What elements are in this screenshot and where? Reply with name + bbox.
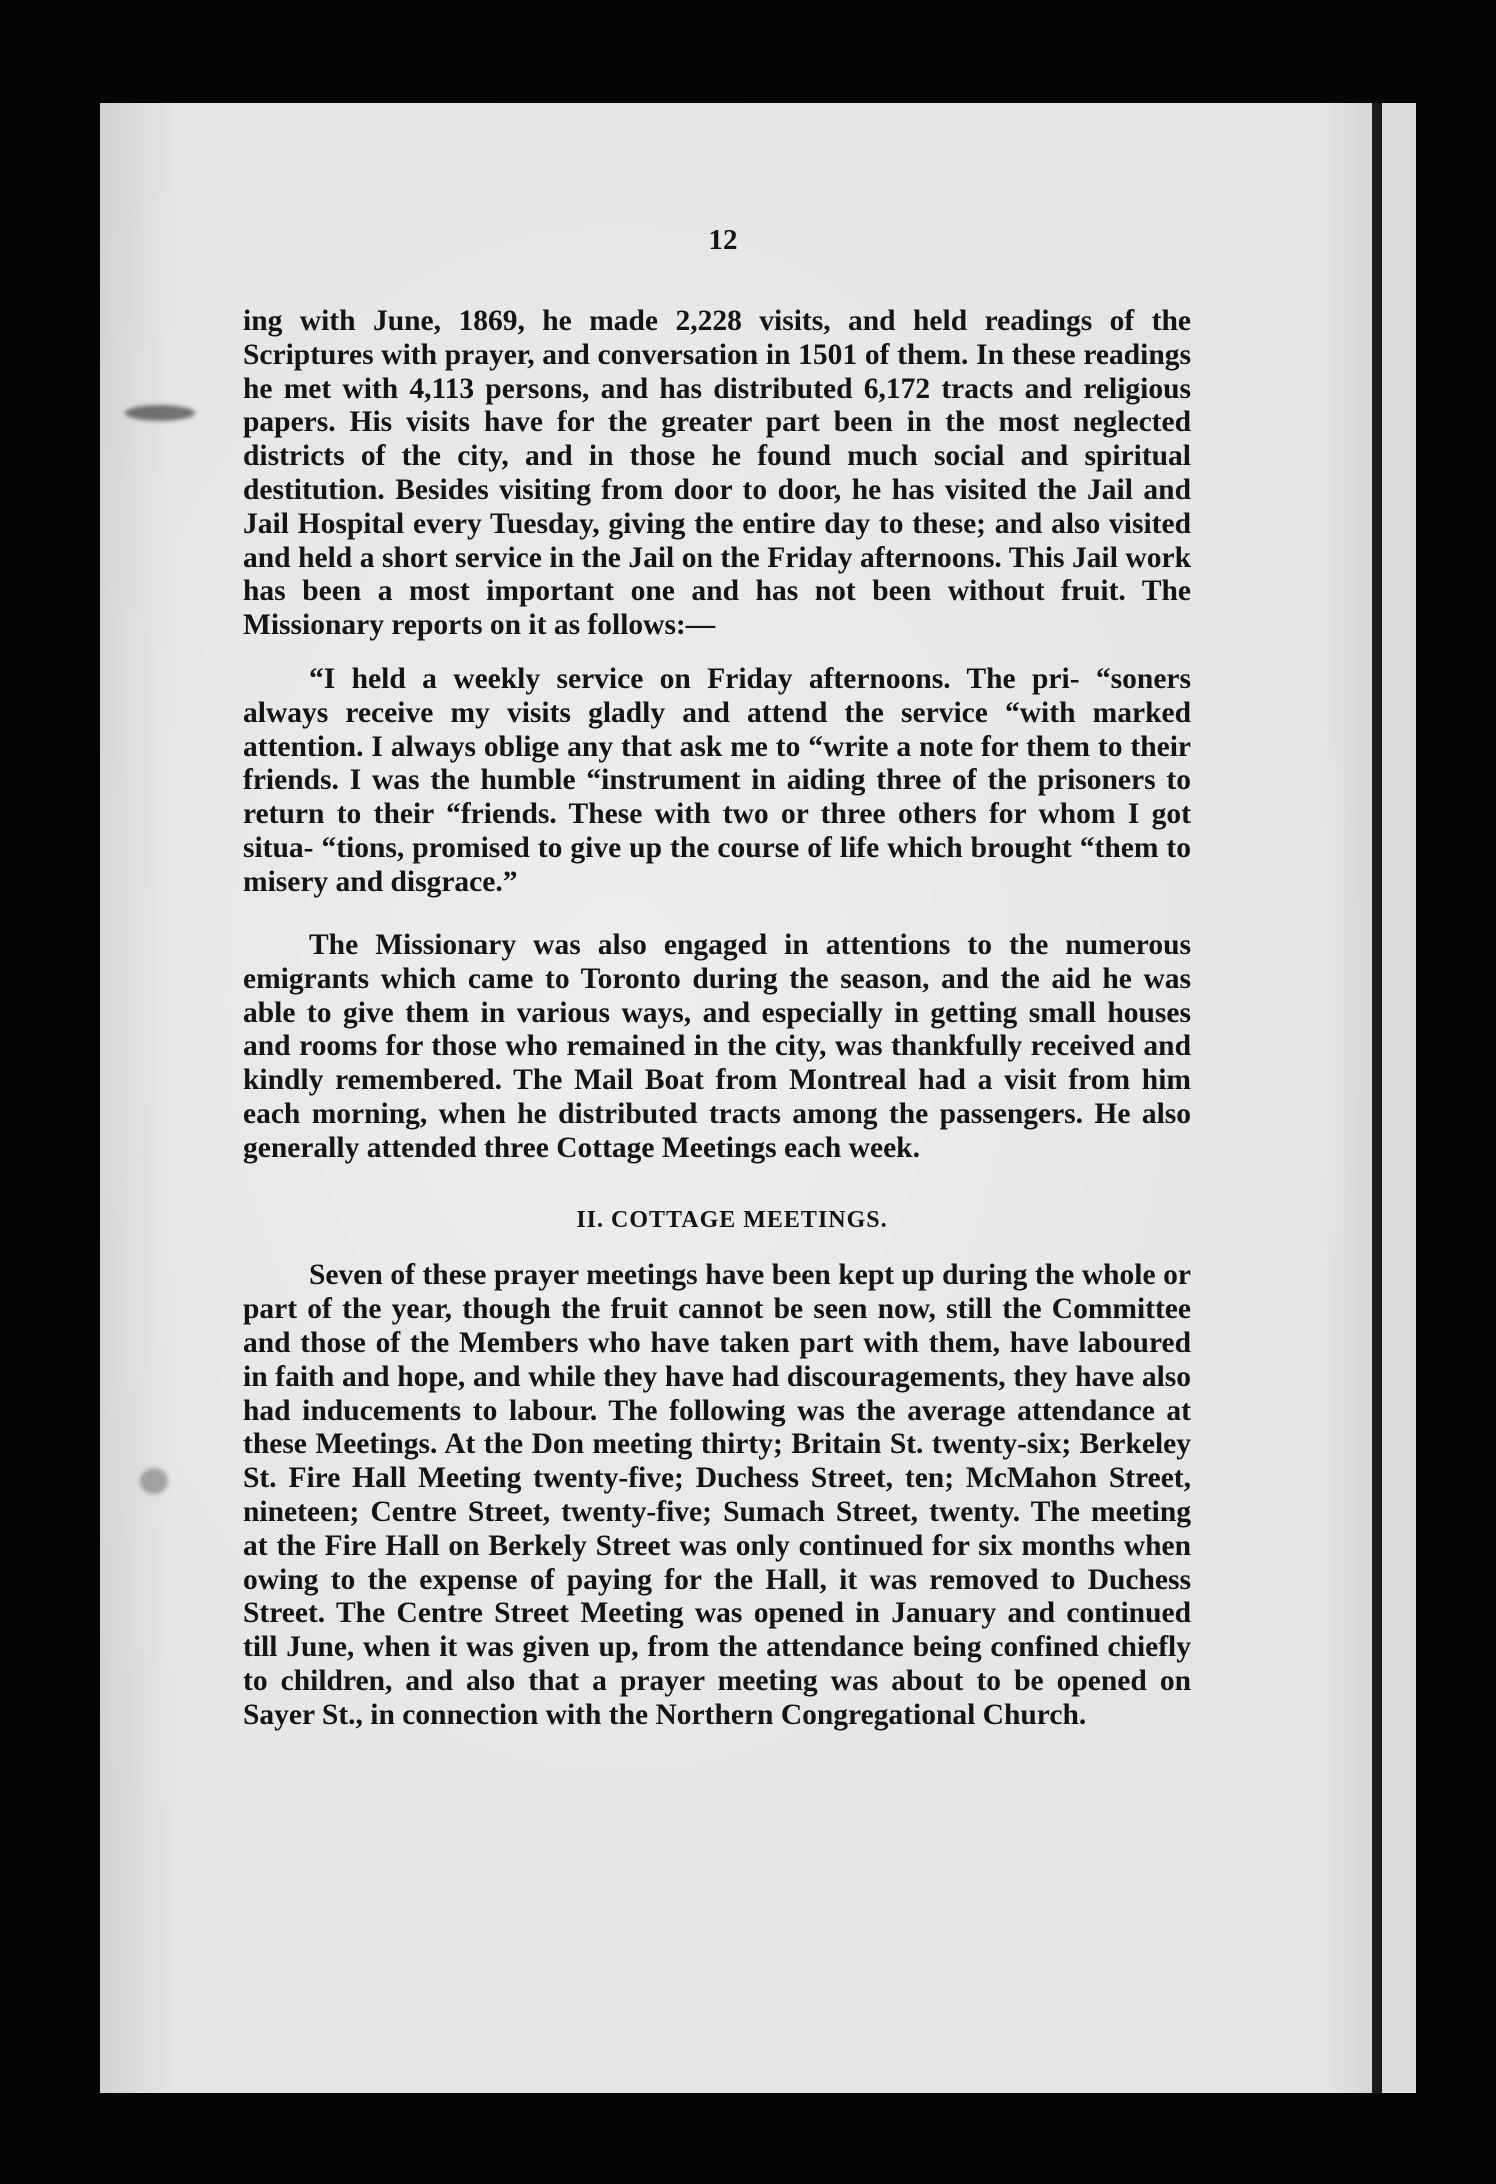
- page-text: [243, 222, 1191, 1733]
- ink-smudge: [125, 405, 195, 421]
- paragraph-emigrants: The Missionary was also engaged in attentions to the numerous emigrants which came to Toronto during the season, and the aid he was able to give them in various ways, and especially in getting small houses and rooms for those who remained in the city, was thankfully received and kindly remembered. The Mail Boat from Montreal had a visit from him each morning, when he distributed tracts among the passengers. He also generally attended three Cottage Meetings each week.: [243, 929, 1191, 1164]
- page-number: 12: [708, 224, 738, 256]
- paragraph-missionary-quote: “I held a weekly service on Friday afternoons. The pri- “soners always receive my visits gladly and attend the service “with marked attention. I always oblige any that ask me to “write a note for them to their friends. I was the humble “instrument in aiding three of the prisoners to return to their “friends. These with two or three others for whom I got situa- “tions, promised to give up the course of life which brought “them to misery and disgrace.”: [243, 662, 1191, 898]
- page-edge: [1372, 103, 1382, 2093]
- paragraph-missionary-visits: ing with June, 1869, he made 2,228 visits, and held readings of the Scriptures with prayer, and conversation in 1501 of them. In these readings he met with 4,113 persons, and has distributed 6,172 tracts and religious papers. His visits have for the greater part been in the most neglected districts of the city, and in those he found much social and spiritual destitution. Besides visiting from door to door, he has visited the Jail and Jail Hospital every Tuesday, giving the entire day to these; and also visited and held a short service in the Jail on the Friday afternoons. This Jail work has been a most important one and has not been without fruit. The Missionary reports on it as follows:—: [243, 305, 1191, 642]
- paragraph-cottage-meetings: Seven of these prayer meetings have been kept up during the whole or part of the year, though the fruit cannot be seen now, still the Committee and those of the Members who have taken part with them, have laboured in faith and hope, and while they have had discouragements, they have also had inducements to labour. The following was the average attendance at these Meetings. At the Don meeting thirty; Britain St. twenty-six; Berkeley St. Fire Hall Meeting twenty-five; Duchess Street, ten; McMahon Street, nineteen; Centre Street, twenty-five; Sumach Street, twenty. The meeting at the Fire Hall on Berkely Street was only continued for six months when owing to the expense of paying for the Hall, it was removed to Duchess Street. The Centre Street Meeting was opened in January and continued till June, when it was given up, from the attendance being confined chiefly to children, and also that a prayer meeting was about to be opened on Sayer St., in connection with the Northern Congregational Church.: [243, 1259, 1191, 1731]
- ink-smudge: [140, 1468, 168, 1494]
- section-heading: II. COTTAGE MEETINGS.: [576, 1206, 888, 1233]
- adjacent-page-margin: [1382, 103, 1416, 2093]
